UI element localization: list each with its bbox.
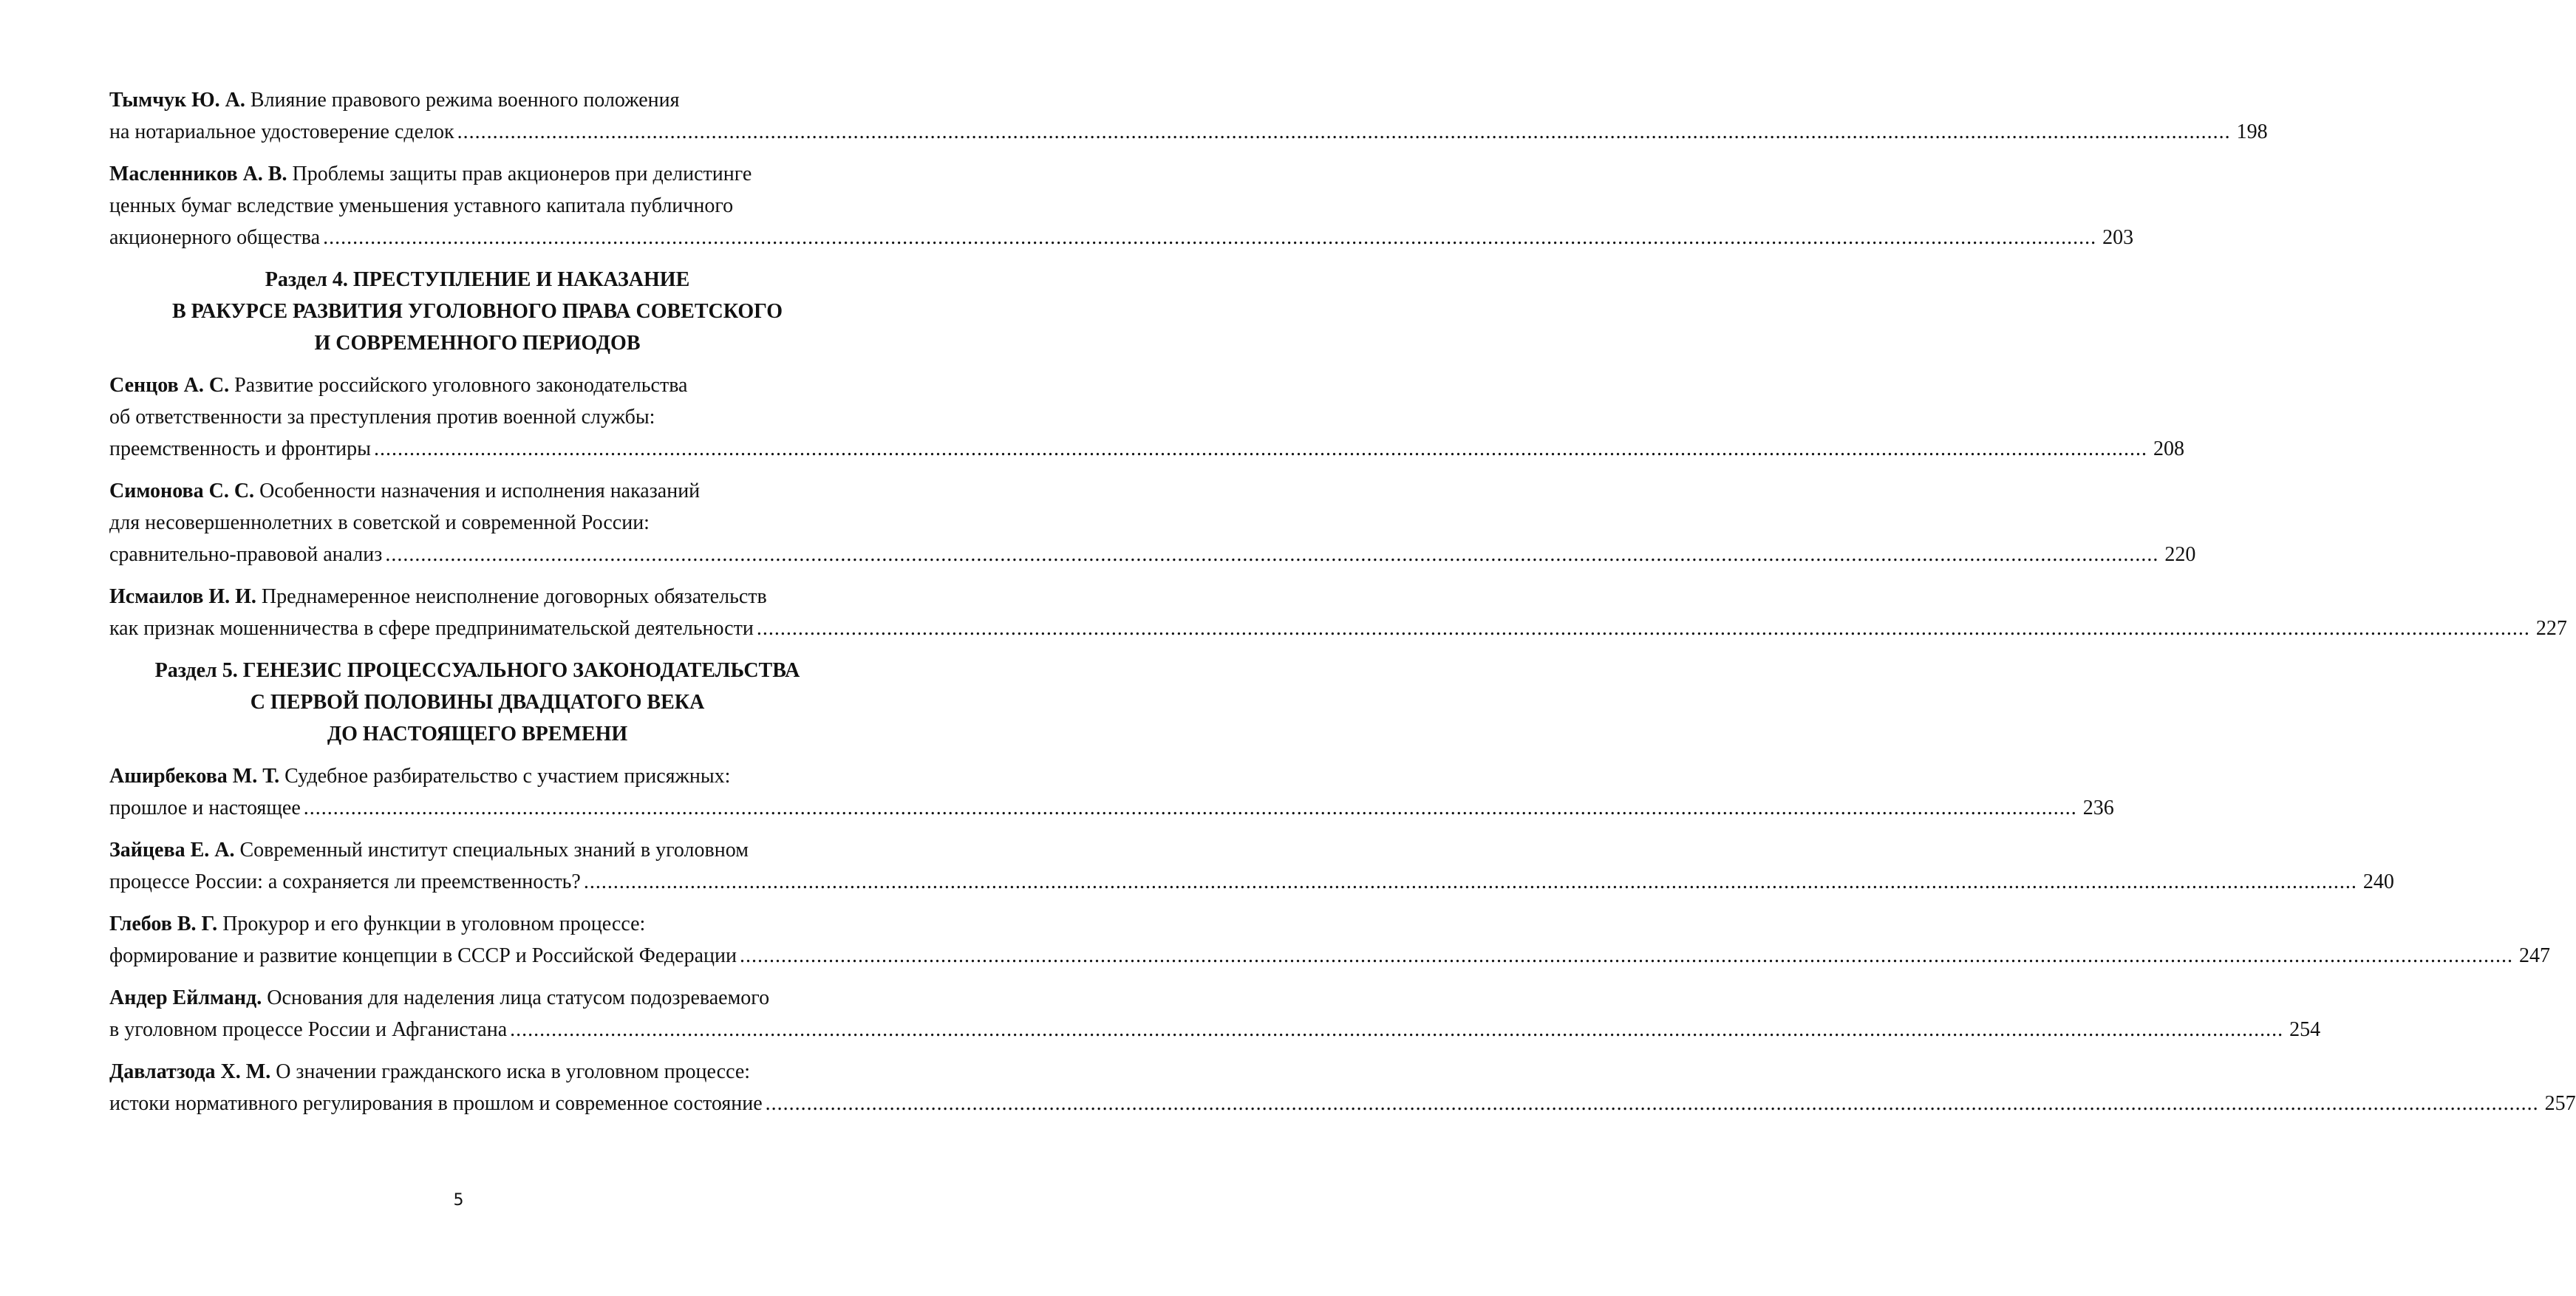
entry-title-line: ценных бумаг вследствие уменьшения уставного капитала публичного (109, 194, 734, 217)
entry-page-number: 257 (2544, 1092, 2576, 1115)
toc-entry[interactable] (109, 908, 2550, 972)
toc-entry[interactable] (109, 982, 2321, 1046)
leader-dots: ............................................................................................................................................................................................................................................................................................................ (303, 797, 2077, 819)
leader-dots: ............................................................................................................................................................................................................................................................................................................ (583, 870, 2357, 893)
entry-title-line: Развитие российского уголовного законодательства (234, 374, 688, 397)
entry-author: Тымчук Ю. А. (109, 89, 245, 112)
entry-title-line: Судебное разбирательство с участием присяжных: (284, 765, 731, 788)
entry-title-line: формирование и развитие концепции в СССР и Российской Федерации (109, 944, 737, 967)
section-heading-line: И СОВРЕМЕННОГО ПЕРИОДОВ (314, 332, 641, 355)
section-5-heading[interactable] (109, 655, 845, 750)
toc-entry[interactable] (109, 84, 2268, 148)
entry-title-line: О значении гражданского иска в уголовном процессе: (276, 1060, 751, 1083)
leader-dots: ............................................................................................................................................................................................................................................................................................................ (385, 543, 2159, 566)
table-of-contents (109, 84, 2576, 1130)
entry-title-line: Преднамеренное неисполнение договорных обязательств (261, 585, 767, 608)
section-heading-line: С ПЕРВОЙ ПОЛОВИНЫ ДВАДЦАТОГО ВЕКА (250, 691, 705, 714)
entry-title-line: Влияние правового режима военного положения (250, 89, 680, 112)
entry-title-line: об ответственности за преступления против военной службы: (109, 406, 655, 429)
toc-entry[interactable] (109, 475, 2196, 570)
leader-dots: ............................................................................................................................................................................................................................................................................................................ (323, 226, 2097, 249)
leader-dots: ............................................................................................................................................................................................................................................................................................................ (739, 944, 2513, 967)
entry-page-number: 208 (2153, 437, 2184, 460)
leader-dots: ............................................................................................................................................................................................................................................................................................................ (765, 1092, 2539, 1115)
entry-title-line: Прокурор и его функции в уголовном процессе: (222, 913, 646, 935)
entry-title-line: Современный институт специальных знаний в уголовном (239, 839, 749, 862)
toc-entry[interactable] (109, 581, 2567, 644)
entry-author: Сенцов А. С. (109, 374, 230, 397)
entry-title-line: преемственность и фронтиры (109, 437, 371, 460)
toc-entry[interactable] (109, 158, 2134, 253)
entry-title-line: истоки нормативного регулирования в прошлом и современное состояние (109, 1092, 763, 1115)
leader-dots: ............................................................................................................................................................................................................................................................................................................ (457, 120, 2231, 143)
toc-entry[interactable] (109, 760, 2114, 824)
toc-entry[interactable] (109, 1056, 2576, 1119)
entry-author: Зайцева Е. А. (109, 839, 235, 862)
entry-page-number: 236 (2082, 797, 2114, 819)
entry-author: Аширбекова М. Т. (109, 765, 280, 788)
entry-author: Давлатзода Х. М. (109, 1060, 271, 1083)
entry-author: Масленников А. В. (109, 163, 287, 185)
entry-page-number: 254 (2289, 1018, 2321, 1041)
entry-page-number: 240 (2362, 870, 2394, 893)
section-4-heading[interactable] (109, 264, 845, 359)
entry-title-line: для несовершеннолетних в советской и современной России: (109, 511, 650, 534)
entry-author: Симонова С. С. (109, 480, 255, 502)
entry-author: Исмаилов И. И. (109, 585, 256, 608)
section-heading-line: Раздел 5. ГЕНЕЗИС ПРОЦЕССУАЛЬНОГО ЗАКОНОДАТЕЛЬСТВА (154, 659, 800, 682)
section-heading-line: В РАКУРСЕ РАЗВИТИЯ УГОЛОВНОГО ПРАВА СОВЕТСКОГО (171, 300, 783, 323)
entry-title-line: на нотариальное удостоверение сделок (109, 120, 454, 143)
entry-page-number: 227 (2535, 617, 2567, 640)
entry-title-line: сравнительно-правовой анализ (109, 543, 383, 566)
section-heading-line: ДО НАСТОЯЩЕГО ВРЕМЕНИ (327, 723, 628, 746)
entry-page-number: 247 (2518, 944, 2550, 967)
entry-title-line: в уголовном процессе России и Афганистана (109, 1018, 508, 1041)
toc-entry[interactable] (109, 369, 2184, 465)
entry-page-number: 220 (2164, 543, 2196, 566)
entry-page-number: 203 (2102, 226, 2134, 249)
entry-author: Андер Ейлманд. (109, 986, 262, 1009)
entry-page-number: 198 (2236, 120, 2268, 143)
entry-title-line: Особенности назначения и исполнения наказаний (259, 480, 701, 502)
leader-dots: ............................................................................................................................................................................................................................................................................................................ (510, 1018, 2284, 1041)
leader-dots: ............................................................................................................................................................................................................................................................................................................ (373, 437, 2147, 460)
entry-title-line: Основания для наделения лица статусом подозреваемого (267, 986, 770, 1009)
leader-dots: ............................................................................................................................................................................................................................................................................................................ (756, 617, 2530, 640)
entry-title-line: Проблемы защиты прав акционеров при делистинге (292, 163, 752, 185)
section-heading-line: Раздел 4. ПРЕСТУПЛЕНИЕ И НАКАЗАНИЕ (265, 268, 690, 291)
entry-title-line: прошлое и настоящее (109, 797, 301, 819)
page-number: 5 (453, 1191, 464, 1210)
entry-title-line: как признак мошенничества в сфере предпринимательской деятельности (109, 617, 754, 640)
toc-entry[interactable] (109, 834, 2394, 898)
entry-title-line: акционерного общества (109, 226, 321, 249)
entry-author: Глебов В. Г. (109, 913, 218, 935)
entry-title-line: процессе России: а сохраняется ли преемственность? (109, 870, 581, 893)
